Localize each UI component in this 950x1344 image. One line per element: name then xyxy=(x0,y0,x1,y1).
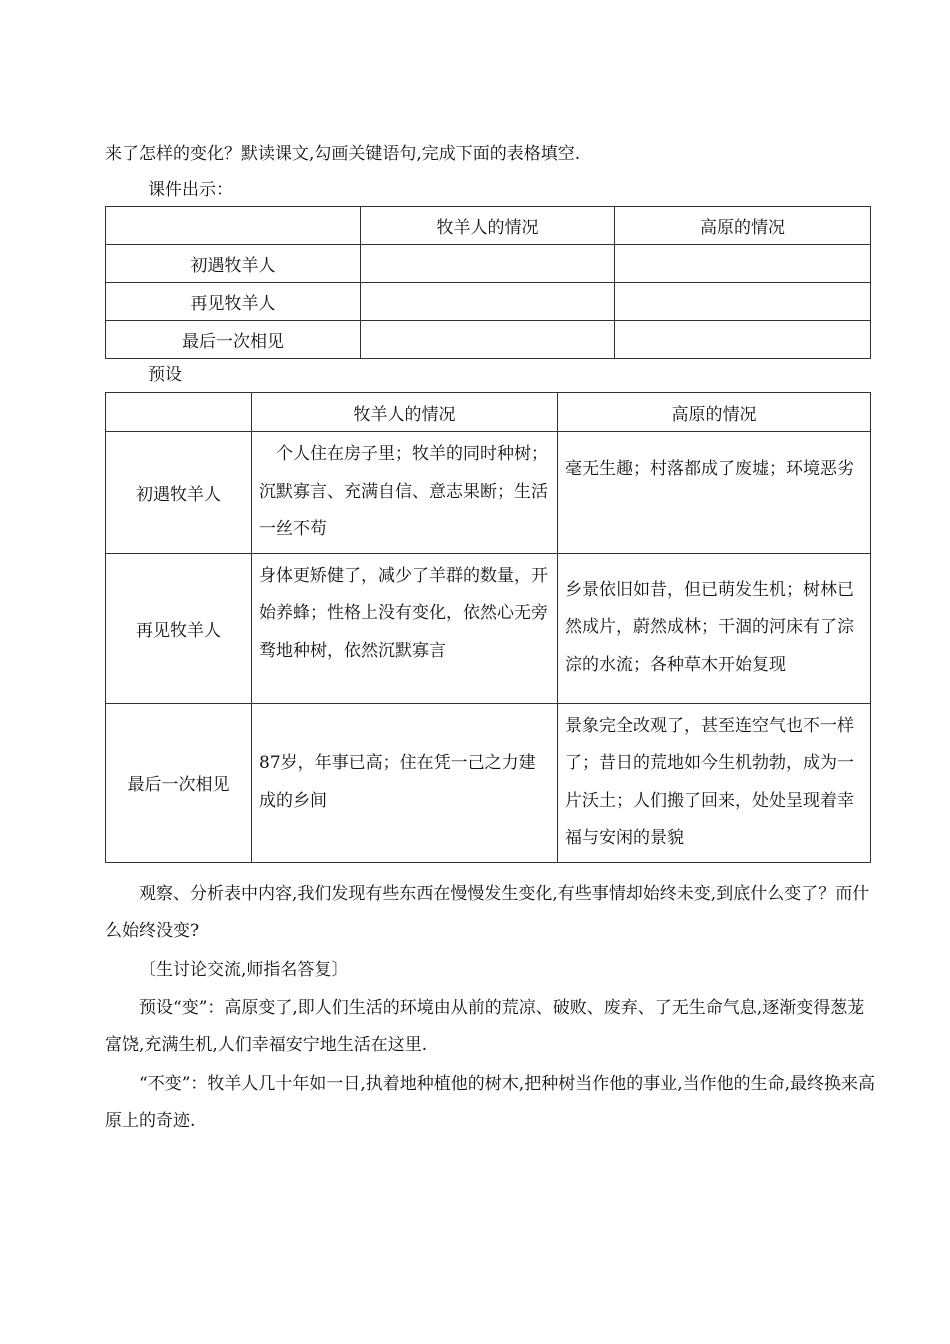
table-row xyxy=(106,553,871,703)
table-header-cell: 高原的情况 xyxy=(615,207,871,245)
row-label-cell: 初遇牧羊人 xyxy=(106,245,361,283)
blank-cell xyxy=(361,283,615,321)
blank-cell xyxy=(615,283,871,321)
shepherd-cell: 87岁，年事已高；住在凭一己之力建成的乡间 xyxy=(252,703,558,862)
row-label-cell: 再见牧羊人 xyxy=(106,553,252,703)
preset-label: 预设 xyxy=(148,365,182,385)
blank-cell xyxy=(361,321,615,359)
plateau-cell: 毫无生趣；村落都成了废墟；环境恶劣 xyxy=(558,432,871,554)
preset-answer-table xyxy=(105,392,871,863)
table-header-row xyxy=(106,393,871,432)
table-header-cell xyxy=(106,393,252,432)
shepherd-cell: 个人住在房子里；牧羊的同时种树；沉默寡言、充满自信、意志果断；生活一丝不苟 xyxy=(252,432,558,554)
analysis-paragraph: 观察、分析表中内容,我们发现有些东西在慢慢发生变化,有些事情却始终未变,到底什么变了？而什么始终没变? xyxy=(105,884,870,941)
table-header-cell: 牧羊人的情况 xyxy=(252,393,558,432)
preset-change-paragraph: 预设“变”：高原变了,即人们生活的环境由从前的荒凉、破败、废弃、了无生命气息,逐渐变得葱茏富饶,充满生机,人们幸福安宁地生活在这里. xyxy=(105,998,865,1055)
preset-unchanged-paragraph: “不变”：牧羊人几十年如一日,执着地种植他的树木,把种树当作他的事业,当作他的生命,最终换来高原上的奇迹. xyxy=(105,1074,875,1131)
row-label-cell: 初遇牧羊人 xyxy=(106,432,252,554)
table-header-cell: 高原的情况 xyxy=(558,393,871,432)
plateau-cell: 乡景依旧如昔，但已萌发生机；树林已然成片，蔚然成林；干涸的河床有了淙淙的水流；各种草木开始复现 xyxy=(558,553,871,703)
shepherd-cell: 身体更矫健了，减少了羊群的数量，开始养蜂；性格上没有变化，依然心无旁骛地种树，依然沉默寡言 xyxy=(252,553,558,703)
row-label-cell: 再见牧羊人 xyxy=(106,283,361,321)
blank-cell xyxy=(361,245,615,283)
courseware-label: 课件出示： xyxy=(148,180,233,200)
table-header-cell xyxy=(106,207,361,245)
blank-cell xyxy=(615,321,871,359)
table-row xyxy=(106,245,871,283)
discussion-note: 〔生讨论交流,师指名答复〕 xyxy=(139,960,349,980)
table-row xyxy=(106,432,871,554)
blank-cell xyxy=(615,245,871,283)
intro-line: 来了怎样的变化？默读课文,勾画关键语句,完成下面的表格填空. xyxy=(105,144,581,164)
table-row xyxy=(106,321,871,359)
table-row xyxy=(106,703,871,862)
row-label-cell: 最后一次相见 xyxy=(106,703,252,862)
blank-fill-table xyxy=(105,206,871,359)
table-row xyxy=(106,283,871,321)
table-header-row xyxy=(106,207,871,245)
plateau-cell: 景象完全改观了，甚至连空气也不一样了；昔日的荒地如今生机勃勃，成为一片沃土；人们搬了回来，处处呈现着幸福与安闲的景貌 xyxy=(558,703,871,862)
table-header-cell: 牧羊人的情况 xyxy=(361,207,615,245)
row-label-cell: 最后一次相见 xyxy=(106,321,361,359)
